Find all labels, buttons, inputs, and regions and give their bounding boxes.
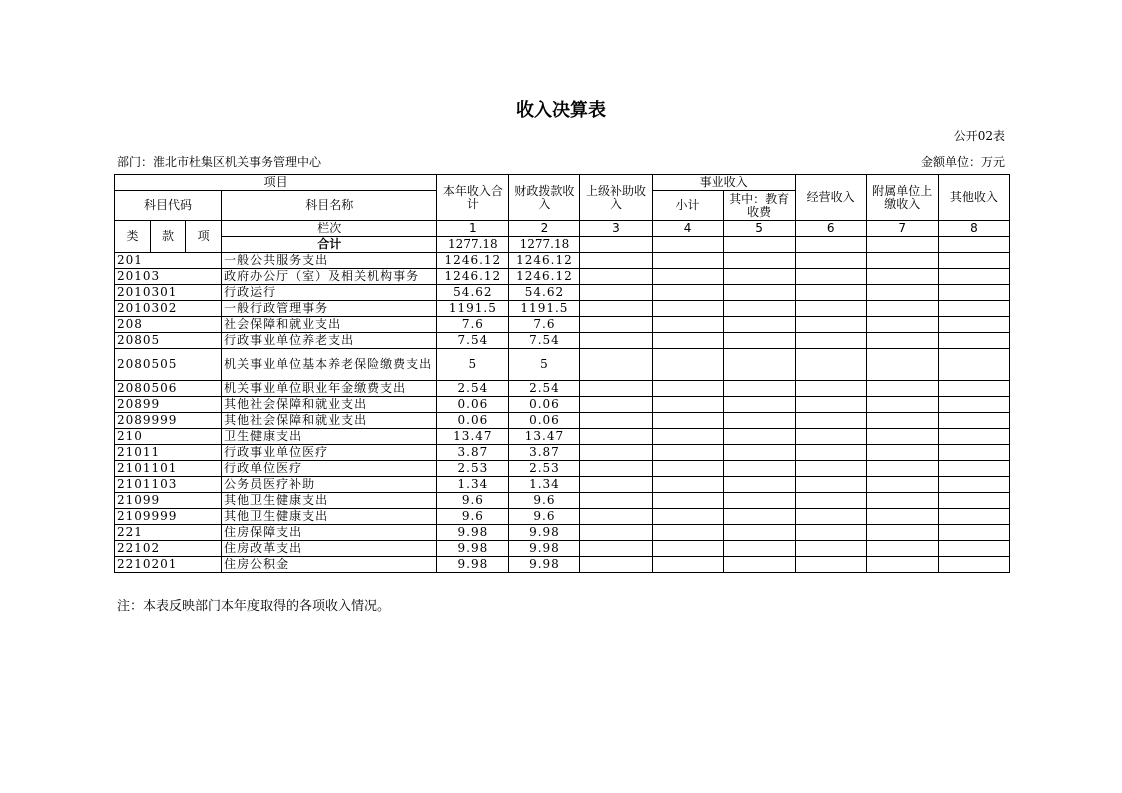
- empty-cell: [795, 461, 866, 477]
- empty-cell: [938, 301, 1009, 317]
- empty-cell: [938, 557, 1009, 573]
- header-item: 项目: [115, 175, 437, 191]
- page-title: 收入决算表: [516, 100, 606, 121]
- empty-cell: [580, 333, 652, 349]
- subject-code: 20899: [115, 397, 222, 413]
- value-col1: 9.6: [437, 509, 509, 525]
- header-xiang: 项: [186, 221, 222, 253]
- empty-cell: [938, 445, 1009, 461]
- value-col1: 9.98: [437, 541, 509, 557]
- empty-cell: [795, 525, 866, 541]
- value-col2: 0.06: [509, 413, 580, 429]
- empty-cell: [866, 269, 938, 285]
- subject-code: 2101103: [115, 477, 222, 493]
- empty-cell: [723, 541, 795, 557]
- empty-cell: [795, 253, 866, 269]
- header-lei: 类: [115, 221, 151, 253]
- empty-cell: [580, 413, 652, 429]
- empty-cell: [723, 413, 795, 429]
- empty-cell: [938, 493, 1009, 509]
- empty-cell: [938, 381, 1009, 397]
- header-col5: 其中：教育收费: [723, 191, 795, 221]
- col-number-3: 3: [580, 221, 652, 237]
- empty-cell: [723, 461, 795, 477]
- col-number-7: 7: [866, 221, 938, 237]
- subject-name: 一般行政管理事务: [222, 301, 437, 317]
- income-table: [114, 174, 1010, 573]
- form-number: 公开02表: [953, 129, 1005, 143]
- empty-cell: [866, 493, 938, 509]
- header-col1: 本年收入合计: [437, 175, 509, 221]
- empty-cell: [938, 541, 1009, 557]
- empty-cell: [723, 333, 795, 349]
- empty-cell: [580, 461, 652, 477]
- empty-cell: [580, 397, 652, 413]
- header-col45: 事业收入: [652, 175, 795, 191]
- department-label: 部门：淮北市杜集区机关事务管理中心: [117, 155, 322, 169]
- empty-cell: [866, 397, 938, 413]
- empty-cell: [795, 269, 866, 285]
- empty-cell: [938, 461, 1009, 477]
- subject-code: 2210201: [115, 557, 222, 573]
- header-col2: 财政拨款收入: [509, 175, 580, 221]
- empty-cell: [866, 525, 938, 541]
- empty-cell: [866, 253, 938, 269]
- empty-cell: [723, 237, 795, 253]
- table-row: [115, 557, 1010, 573]
- empty-cell: [580, 381, 652, 397]
- table-row: [115, 445, 1010, 461]
- empty-cell: [795, 301, 866, 317]
- empty-cell: [723, 301, 795, 317]
- empty-cell: [723, 253, 795, 269]
- empty-cell: [723, 285, 795, 301]
- empty-cell: [866, 285, 938, 301]
- col-number-6: 6: [795, 221, 866, 237]
- empty-cell: [938, 285, 1009, 301]
- value-col1: 5: [437, 349, 509, 381]
- empty-cell: [938, 413, 1009, 429]
- empty-cell: [866, 317, 938, 333]
- value-col1: 54.62: [437, 285, 509, 301]
- empty-cell: [795, 317, 866, 333]
- empty-cell: [795, 477, 866, 493]
- empty-cell: [580, 253, 652, 269]
- subject-code: 201: [115, 253, 222, 269]
- value-col1: 2.53: [437, 461, 509, 477]
- value-col2: 9.6: [509, 509, 580, 525]
- empty-cell: [723, 349, 795, 381]
- empty-cell: [723, 509, 795, 525]
- empty-cell: [866, 557, 938, 573]
- empty-cell: [723, 429, 795, 445]
- empty-cell: [580, 541, 652, 557]
- subject-name: 住房改革支出: [222, 541, 437, 557]
- empty-cell: [652, 477, 723, 493]
- empty-cell: [866, 381, 938, 397]
- empty-cell: [580, 445, 652, 461]
- value-col2: 1.34: [509, 477, 580, 493]
- value-col1: 0.06: [437, 413, 509, 429]
- subject-code: 2089999: [115, 413, 222, 429]
- subject-code: 2080505: [115, 349, 222, 381]
- subject-code: 208: [115, 317, 222, 333]
- header-col3: 上级补助收入: [580, 175, 652, 221]
- total-col2: 1277.18: [509, 237, 580, 253]
- empty-cell: [652, 397, 723, 413]
- col-number-8: 8: [938, 221, 1009, 237]
- value-col2: 1246.12: [509, 269, 580, 285]
- subject-name: 住房公积金: [222, 557, 437, 573]
- empty-cell: [795, 285, 866, 301]
- subject-code: 2101101: [115, 461, 222, 477]
- table-row: [115, 525, 1010, 541]
- empty-cell: [866, 541, 938, 557]
- empty-cell: [652, 349, 723, 381]
- header-lanci: 栏次: [222, 221, 437, 237]
- subject-name: 卫生健康支出: [222, 429, 437, 445]
- header-kuan: 款: [151, 221, 186, 253]
- subject-code: 2080506: [115, 381, 222, 397]
- subject-name: 行政单位医疗: [222, 461, 437, 477]
- empty-cell: [580, 317, 652, 333]
- header-col7: 附属单位上缴收入: [866, 175, 938, 221]
- empty-cell: [866, 509, 938, 525]
- empty-cell: [580, 525, 652, 541]
- empty-cell: [652, 461, 723, 477]
- value-col2: 54.62: [509, 285, 580, 301]
- subject-name: 行政事业单位养老支出: [222, 333, 437, 349]
- table-row: [115, 461, 1010, 477]
- value-col2: 3.87: [509, 445, 580, 461]
- empty-cell: [938, 237, 1009, 253]
- value-col2: 0.06: [509, 397, 580, 413]
- table-row: [115, 349, 1010, 381]
- empty-cell: [652, 269, 723, 285]
- empty-cell: [866, 477, 938, 493]
- value-col1: 7.6: [437, 317, 509, 333]
- empty-cell: [652, 413, 723, 429]
- subject-code: 2010301: [115, 285, 222, 301]
- empty-cell: [580, 493, 652, 509]
- table-row: [115, 397, 1010, 413]
- empty-cell: [580, 349, 652, 381]
- empty-cell: [938, 477, 1009, 493]
- subject-code: 21011: [115, 445, 222, 461]
- empty-cell: [652, 445, 723, 461]
- empty-cell: [795, 541, 866, 557]
- empty-cell: [938, 253, 1009, 269]
- empty-cell: [938, 397, 1009, 413]
- subject-name: 其他社会保障和就业支出: [222, 413, 437, 429]
- table-row: [115, 541, 1010, 557]
- total-label: 合计: [222, 237, 437, 253]
- subject-name: 其他卫生健康支出: [222, 509, 437, 525]
- empty-cell: [723, 493, 795, 509]
- header-code: 科目代码: [115, 191, 222, 221]
- empty-cell: [652, 525, 723, 541]
- empty-cell: [938, 509, 1009, 525]
- col-number-2: 2: [509, 221, 580, 237]
- empty-cell: [652, 381, 723, 397]
- amount-unit-label: 金额单位：万元: [920, 155, 1005, 169]
- value-col1: 13.47: [437, 429, 509, 445]
- subject-code: 20103: [115, 269, 222, 285]
- empty-cell: [723, 557, 795, 573]
- header-col8: 其他收入: [938, 175, 1009, 221]
- subject-name: 公务员医疗补助: [222, 477, 437, 493]
- empty-cell: [580, 285, 652, 301]
- value-col1: 2.54: [437, 381, 509, 397]
- subject-name: 住房保障支出: [222, 525, 437, 541]
- empty-cell: [580, 301, 652, 317]
- empty-cell: [652, 253, 723, 269]
- empty-cell: [580, 269, 652, 285]
- empty-cell: [795, 557, 866, 573]
- empty-cell: [866, 349, 938, 381]
- empty-cell: [652, 333, 723, 349]
- col-number-1: 1: [437, 221, 509, 237]
- value-col2: 9.98: [509, 525, 580, 541]
- value-col1: 3.87: [437, 445, 509, 461]
- header-name: 科目名称: [222, 191, 437, 221]
- table-row: [115, 413, 1010, 429]
- value-col2: 13.47: [509, 429, 580, 445]
- empty-cell: [580, 509, 652, 525]
- value-col2: 1191.5: [509, 301, 580, 317]
- empty-cell: [938, 317, 1009, 333]
- empty-cell: [795, 237, 866, 253]
- subject-code: 2109999: [115, 509, 222, 525]
- table-row: [115, 285, 1010, 301]
- subject-name: 行政运行: [222, 285, 437, 301]
- value-col1: 9.98: [437, 525, 509, 541]
- empty-cell: [938, 333, 1009, 349]
- value-col1: 1191.5: [437, 301, 509, 317]
- empty-cell: [723, 477, 795, 493]
- table-row: [115, 333, 1010, 349]
- value-col1: 9.6: [437, 493, 509, 509]
- empty-cell: [938, 429, 1009, 445]
- subject-code: 2010302: [115, 301, 222, 317]
- empty-cell: [866, 445, 938, 461]
- value-col2: 5: [509, 349, 580, 381]
- value-col2: 9.98: [509, 541, 580, 557]
- value-col1: 1246.12: [437, 269, 509, 285]
- empty-cell: [795, 509, 866, 525]
- value-col2: 1246.12: [509, 253, 580, 269]
- subject-code: 210: [115, 429, 222, 445]
- empty-cell: [866, 333, 938, 349]
- value-col2: 9.6: [509, 493, 580, 509]
- subject-name: 社会保障和就业支出: [222, 317, 437, 333]
- empty-cell: [866, 461, 938, 477]
- subject-name: 其他卫生健康支出: [222, 493, 437, 509]
- empty-cell: [866, 413, 938, 429]
- footnote: 注：本表反映部门本年度取得的各项收入情况。: [117, 599, 391, 614]
- value-col2: 2.53: [509, 461, 580, 477]
- table-row: [115, 317, 1010, 333]
- table-row: [115, 429, 1010, 445]
- empty-cell: [795, 349, 866, 381]
- subject-name: 一般公共服务支出: [222, 253, 437, 269]
- empty-cell: [723, 397, 795, 413]
- empty-cell: [652, 301, 723, 317]
- subject-code: 20805: [115, 333, 222, 349]
- subject-name: 政府办公厅（室）及相关机构事务: [222, 269, 437, 285]
- total-row: [115, 237, 1010, 253]
- empty-cell: [580, 477, 652, 493]
- empty-cell: [938, 269, 1009, 285]
- table-row: [115, 381, 1010, 397]
- subject-name: 行政事业单位医疗: [222, 445, 437, 461]
- value-col1: 0.06: [437, 397, 509, 413]
- empty-cell: [795, 445, 866, 461]
- col-number-4: 4: [652, 221, 723, 237]
- value-col1: 9.98: [437, 557, 509, 573]
- header-col6: 经营收入: [795, 175, 866, 221]
- value-col2: 2.54: [509, 381, 580, 397]
- empty-cell: [652, 509, 723, 525]
- value-col1: 1246.12: [437, 253, 509, 269]
- empty-cell: [652, 429, 723, 445]
- empty-cell: [580, 237, 652, 253]
- header-col4: 小计: [652, 191, 723, 221]
- empty-cell: [652, 493, 723, 509]
- total-col1: 1277.18: [437, 237, 509, 253]
- table-row: [115, 509, 1010, 525]
- value-col2: 7.6: [509, 317, 580, 333]
- value-col1: 7.54: [437, 333, 509, 349]
- table-row: [115, 493, 1010, 509]
- subject-code: 22102: [115, 541, 222, 557]
- table-row: [115, 477, 1010, 493]
- empty-cell: [652, 285, 723, 301]
- subject-code: 21099: [115, 493, 222, 509]
- table-row: [115, 301, 1010, 317]
- value-col1: 1.34: [437, 477, 509, 493]
- empty-cell: [795, 429, 866, 445]
- empty-cell: [723, 445, 795, 461]
- empty-cell: [580, 557, 652, 573]
- table-row: [115, 253, 1010, 269]
- col-number-5: 5: [723, 221, 795, 237]
- empty-cell: [795, 381, 866, 397]
- empty-cell: [723, 381, 795, 397]
- empty-cell: [723, 317, 795, 333]
- table-row: [115, 269, 1010, 285]
- value-col2: 7.54: [509, 333, 580, 349]
- value-col2: 9.98: [509, 557, 580, 573]
- empty-cell: [652, 557, 723, 573]
- empty-cell: [652, 237, 723, 253]
- empty-cell: [938, 349, 1009, 381]
- empty-cell: [795, 493, 866, 509]
- empty-cell: [795, 413, 866, 429]
- empty-cell: [580, 429, 652, 445]
- empty-cell: [652, 541, 723, 557]
- empty-cell: [795, 397, 866, 413]
- subject-name: 机关事业单位职业年金缴费支出: [222, 381, 437, 397]
- subject-name: 其他社会保障和就业支出: [222, 397, 437, 413]
- empty-cell: [795, 333, 866, 349]
- subject-code: 221: [115, 525, 222, 541]
- empty-cell: [866, 237, 938, 253]
- empty-cell: [723, 525, 795, 541]
- empty-cell: [866, 429, 938, 445]
- empty-cell: [723, 269, 795, 285]
- empty-cell: [652, 317, 723, 333]
- empty-cell: [938, 525, 1009, 541]
- empty-cell: [866, 301, 938, 317]
- subject-name: 机关事业单位基本养老保险缴费支出: [222, 349, 437, 381]
